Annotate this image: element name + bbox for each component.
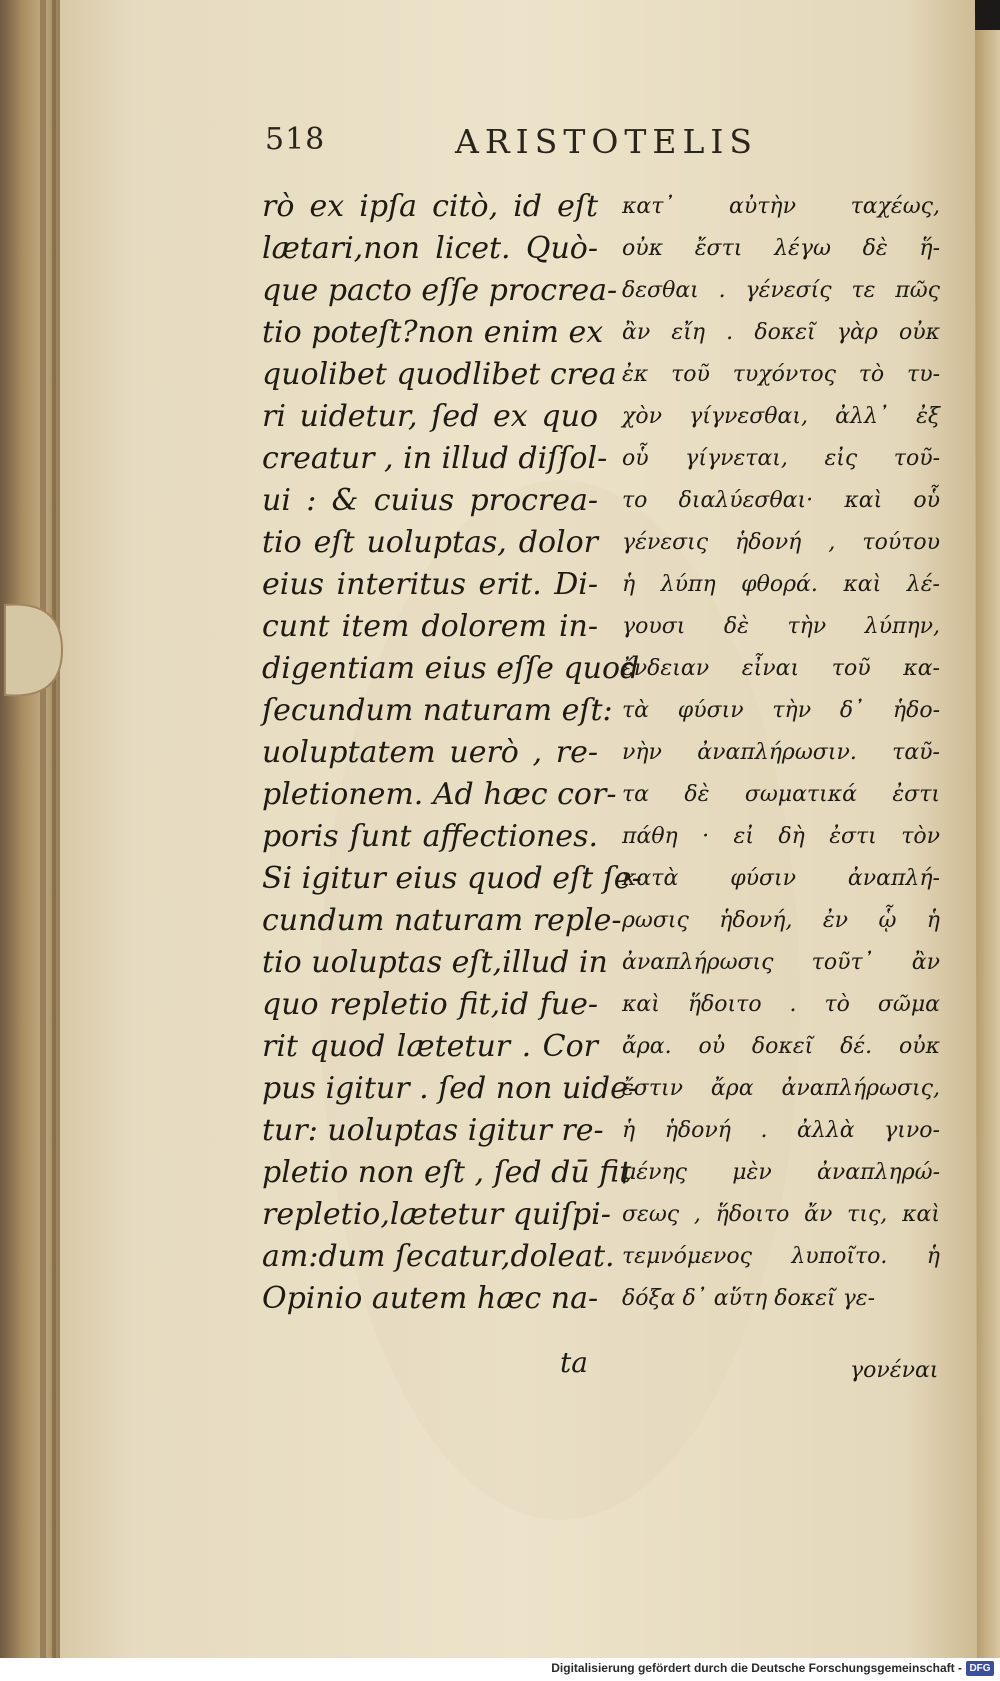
dfg-logo: DFG bbox=[966, 1661, 994, 1676]
latin-line: pus igitur . ſed non uide- bbox=[262, 1071, 639, 1106]
greek-line: ρωσις ἡδονή, ἐν ᾧ ἡ bbox=[622, 908, 940, 933]
greek-line: ἐκ τοῦ τυχόντος τὸ τυ- bbox=[622, 362, 940, 387]
greek-line: ἔνδειαν εἶναι τοῦ κα- bbox=[622, 656, 940, 681]
greek-line: νὴν ἀναπλήρωσιν. ταῦ- bbox=[622, 740, 940, 765]
latin-line: que pacto eſſe procrea- bbox=[262, 273, 618, 308]
latin-line: repletio,lætetur quiſpi- bbox=[262, 1197, 611, 1232]
greek-line: τα δὲ σωματικά ἐστι bbox=[622, 782, 940, 807]
latin-line: poris ſunt affectiones. bbox=[262, 819, 598, 854]
greek-line: ἡ λύπη φθορά. καὶ λέ- bbox=[622, 572, 940, 597]
latin-line: cunt item dolorem in- bbox=[262, 609, 598, 644]
latin-line: lætari,non licet. Quò- bbox=[262, 231, 598, 266]
latin-line: am:dum ſecatur,doleat. bbox=[262, 1239, 615, 1274]
greek-catchword: γονέναι bbox=[850, 1358, 939, 1383]
latin-line: uoluptatem uerò , re- bbox=[262, 735, 598, 770]
greek-line: καὶ ἥδοιτο . τὸ σῶμα bbox=[622, 992, 940, 1017]
latin-line: tio uoluptas eſt,illud in bbox=[262, 945, 608, 980]
latin-line: Opinio autem hæc na- bbox=[262, 1281, 599, 1316]
greek-line: χὸν γίγνεσθαι, ἀλλ᾽ ἐξ bbox=[622, 404, 940, 429]
greek-line: οὗ γίγνεται, εἰς τοῦ- bbox=[622, 446, 940, 471]
latin-line: ri uidetur, ſed ex quo bbox=[262, 399, 598, 434]
greek-line: το διαλύεσθαι· καὶ οὗ bbox=[622, 488, 940, 513]
latin-line: quo repletio fit,id fue- bbox=[262, 987, 598, 1022]
greek-line: ἀναπλήρωσις τοῦτ᾽ ἂν bbox=[622, 950, 940, 975]
greek-line: τεμνόμενος λυποῖτο. ἡ bbox=[622, 1244, 940, 1269]
latin-line: tio eſt uoluptas, dolor bbox=[262, 525, 598, 560]
greek-line: κατὰ φύσιν ἀναπλή- bbox=[622, 866, 940, 891]
latin-line: rò ex ipſa citò, id eſt bbox=[262, 189, 598, 224]
greek-line: τὰ φύσιν τὴν δ᾽ ἡδο- bbox=[622, 698, 940, 723]
page-header bbox=[265, 122, 810, 170]
greek-line: ἂν εἴη . δοκεῖ γὰρ οὐκ bbox=[622, 320, 940, 345]
latin-line: pletio non eſt , ſed dū fit bbox=[262, 1155, 632, 1190]
latin-line: digentiam eius eſſe quod bbox=[262, 651, 640, 686]
folio-number: 518 bbox=[265, 122, 326, 157]
greek-line: οὐκ ἔστι λέγω δὲ ἥ- bbox=[622, 236, 940, 261]
running-head: ARISTOTELIS bbox=[455, 122, 759, 161]
greek-line: γένεσις ἡδονή , τούτου bbox=[622, 530, 940, 555]
greek-column bbox=[622, 186, 940, 1320]
latin-line: tio poteſt?non enim ex bbox=[262, 315, 604, 350]
greek-line: δόξα δ᾽ αὕτη δοκεῖ γε- bbox=[622, 1286, 875, 1311]
latin-line: tur: uoluptas igitur re- bbox=[262, 1113, 604, 1148]
latin-line: cundum naturam reple- bbox=[262, 903, 622, 938]
latin-line: quolibet quodlibet crea bbox=[262, 357, 617, 392]
greek-line: ἔστιν ἄρα ἀναπλήρωσις, bbox=[622, 1076, 940, 1101]
greek-line: δεσθαι . γένεσίς τε πῶς bbox=[622, 278, 940, 303]
latin-line: Si igitur eius quod eſt ſe- bbox=[262, 861, 642, 896]
digitization-footer bbox=[0, 1658, 1000, 1681]
funding-credit: Digitalisierung gefördert durch die Deutsche Forschungsgemeinschaft - bbox=[551, 1661, 962, 1675]
latin-line: rit quod lætetur . Cor bbox=[262, 1029, 598, 1064]
greek-line: ἄρα. οὐ δοκεῖ δέ. οὐκ bbox=[622, 1034, 940, 1059]
greek-line: γουσι δὲ τὴν λύπην, bbox=[622, 614, 940, 639]
latin-column bbox=[262, 186, 642, 1320]
latin-catchword: ta bbox=[560, 1346, 588, 1379]
greek-line: ἡ ἡδονή . ἀλλὰ γινο- bbox=[622, 1118, 940, 1143]
greek-line: κατ᾽ αὐτὴν ταχέως, bbox=[622, 194, 940, 219]
greek-line: μένης μὲν ἀναπληρώ- bbox=[622, 1160, 940, 1185]
latin-line: pletionem. Ad hæc cor- bbox=[262, 777, 617, 812]
latin-line: eius interitus erit. Di- bbox=[262, 567, 598, 602]
latin-line: ſecundum naturam eſt: bbox=[262, 693, 613, 728]
greek-line: σεως , ἥδοιτο ἄν τις, καὶ bbox=[622, 1202, 940, 1227]
latin-line: ui : & cuius procrea- bbox=[262, 483, 598, 518]
greek-line: πάθη · εἰ δὴ ἐστι τὸν bbox=[622, 824, 940, 849]
latin-line: creatur , in illud diſſol- bbox=[262, 441, 608, 476]
